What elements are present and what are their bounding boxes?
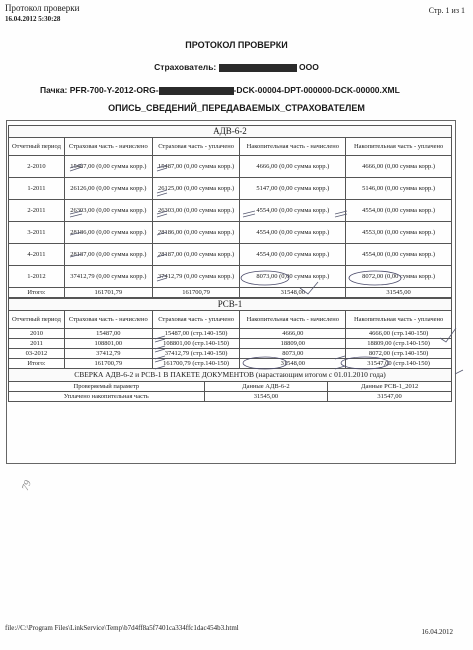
cell: 15487,00 (0,00 сумма корр.) <box>152 156 240 178</box>
cell: 4554,00 (0,00 сумма корр.) <box>346 200 452 222</box>
cell: 31545,00 <box>204 392 328 402</box>
cell: 28186,00 (0,00 сумма корр.) <box>152 222 240 244</box>
header-datetime: 16.04.2012 5:30:28 <box>5 15 61 23</box>
cell: 26303,00 (0,00 сумма корр.) <box>152 200 240 222</box>
cell: 37412,79 (стр.140-150) <box>152 349 240 359</box>
cell: 18809,00 <box>240 339 346 349</box>
cell: 161700,79 (стр.140-150) <box>152 359 240 369</box>
adv-title: АДВ-6-2 <box>9 126 452 138</box>
check-col-adv: Данные АДВ-6-2 <box>204 382 328 392</box>
packet-label: Пачка: PFR-700-Y-2012-ORG- <box>40 85 159 95</box>
cell: 108801,00 <box>64 339 152 349</box>
cell: 4-2011 <box>9 244 65 266</box>
check-col-param: Проверяемый параметр <box>9 382 205 392</box>
cell: 8073,00 <box>240 349 346 359</box>
insurer-label: Страхователь: <box>154 62 217 72</box>
cell: 26125,00 (0,00 сумма корр.) <box>152 178 240 200</box>
check-col-rsv: Данные РСВ-1_2012 <box>328 382 452 392</box>
cell: 161700,79 <box>64 359 152 369</box>
cell: 4666,00 (0,00 сумма корр.) <box>346 156 452 178</box>
cell: Уплачено накопительная часть <box>9 392 205 402</box>
cell: 31548,00 <box>240 288 346 298</box>
cell: 4554,00 (0,00 сумма корр.) <box>240 200 346 222</box>
packet-suffix: -DCK-00004-DPT-000000-DCK-00000.XML <box>233 85 400 95</box>
cell: 18809,00 (стр.140-150) <box>346 339 452 349</box>
adv-col-period: Отчетный период <box>9 138 65 156</box>
adv-col-ins-accrued: Страховая часть - начислено <box>64 138 152 156</box>
doc-heading: ПРОТОКОЛ ПРОВЕРКИ <box>185 40 288 50</box>
page-number: Стр. 1 из 1 <box>428 6 465 15</box>
footer-date: 16.04.2012 <box>421 628 453 636</box>
rsv-col-fund-paid: Накопительная часть - уплачено <box>346 311 452 329</box>
rsv-col-period: Отчетный период <box>9 311 65 329</box>
cell: 28186,00 (0,00 сумма корр.) <box>64 222 152 244</box>
cell: 4554,00 (0,00 сумма корр.) <box>240 244 346 266</box>
cell: 28187,00 (0,00 сумма корр.) <box>152 244 240 266</box>
cell: 15487,00 <box>64 329 152 339</box>
header-title: Протокол проверки <box>5 3 80 13</box>
cell: 8072,00 (0,00 сумма корр.) <box>346 266 452 288</box>
cell: 4554,00 (0,00 сумма корр.) <box>240 222 346 244</box>
cell: 5146,00 (0,00 сумма корр.) <box>346 178 452 200</box>
rsv-title: РСВ-1 <box>9 299 452 311</box>
cell: 2011 <box>9 339 65 349</box>
cell: 2010 <box>9 329 65 339</box>
cell: 1-2011 <box>9 178 65 200</box>
cell: 1-2012 <box>9 266 65 288</box>
cell: 161700,79 <box>152 288 240 298</box>
cell: 31548,00 <box>240 359 346 369</box>
cell: 37412,79 <box>64 349 152 359</box>
cell: 3-2011 <box>9 222 65 244</box>
cell: 2-2010 <box>9 156 65 178</box>
rsv-col-ins-accrued: Страховая часть - начислено <box>64 311 152 329</box>
cell: 108801,00 (стр.140-150) <box>152 339 240 349</box>
adv-col-fund-accrued: Накопительная часть - начислено <box>240 138 346 156</box>
section-title: ОПИСЬ_СВЕДЕНИЙ_ПЕРЕДАВАЕМЫХ_СТРАХОВАТЕЛЕМ <box>108 103 365 113</box>
cell: 15487,00 (0,00 сумма корр.) <box>64 156 152 178</box>
cell: 31545,00 <box>346 288 452 298</box>
insurer-suffix: ООО <box>299 62 319 72</box>
cell: 4666,00 (0,00 сумма корр.) <box>240 156 346 178</box>
cell: 28187,00 (0,00 сумма корр.) <box>64 244 152 266</box>
cell: 4554,00 (0,00 сумма корр.) <box>346 244 452 266</box>
cell: 4666,00 <box>240 329 346 339</box>
cell: Итого: <box>9 288 65 298</box>
cell: 31547,00 (стр.140-150) <box>346 359 452 369</box>
check-title: СВЕРКА АДВ-6-2 и РСВ-1 В ПАКЕТЕ ДОКУМЕНТОВ (нарастающим итогом с 01.01.2010 года) <box>9 369 452 382</box>
cell: 2-2011 <box>9 200 65 222</box>
cell: 161701,79 <box>64 288 152 298</box>
cell: 4553,00 (0,00 сумма корр.) <box>346 222 452 244</box>
cell: 26126,00 (0,00 сумма корр.) <box>64 178 152 200</box>
cell: 8072,00 (стр.140-150) <box>346 349 452 359</box>
cell: 8073,00 (0,00 сумма корр.) <box>240 266 346 288</box>
cell: 26303,00 (0,00 сумма корр.) <box>64 200 152 222</box>
handwritten-note: 79 <box>20 478 34 493</box>
adv-col-ins-paid: Страховая часть - уплачено <box>152 138 240 156</box>
cell: 4666,00 (стр.140-150) <box>346 329 452 339</box>
cell: 37412,79 (0,00 сумма корр.) <box>152 266 240 288</box>
rsv-col-fund-accrued: Накопительная часть - начислено <box>240 311 346 329</box>
cell: 03-2012 <box>9 349 65 359</box>
cell: 31547,00 <box>328 392 452 402</box>
cell: Итого: <box>9 359 65 369</box>
cell: 15487,00 (стр.140-150) <box>152 329 240 339</box>
cell: 5147,00 (0,00 сумма корр.) <box>240 178 346 200</box>
footer-path: file://C:\Program Files\LinkService\Temp\b7d4ff8a5f7401ca334ffc1dac454b3.html <box>5 624 239 632</box>
rsv-col-ins-paid: Страховая часть - уплачено <box>152 311 240 329</box>
cell: 37412,79 (0,00 сумма корр.) <box>64 266 152 288</box>
adv-col-fund-paid: Накопительная часть - уплачено <box>346 138 452 156</box>
